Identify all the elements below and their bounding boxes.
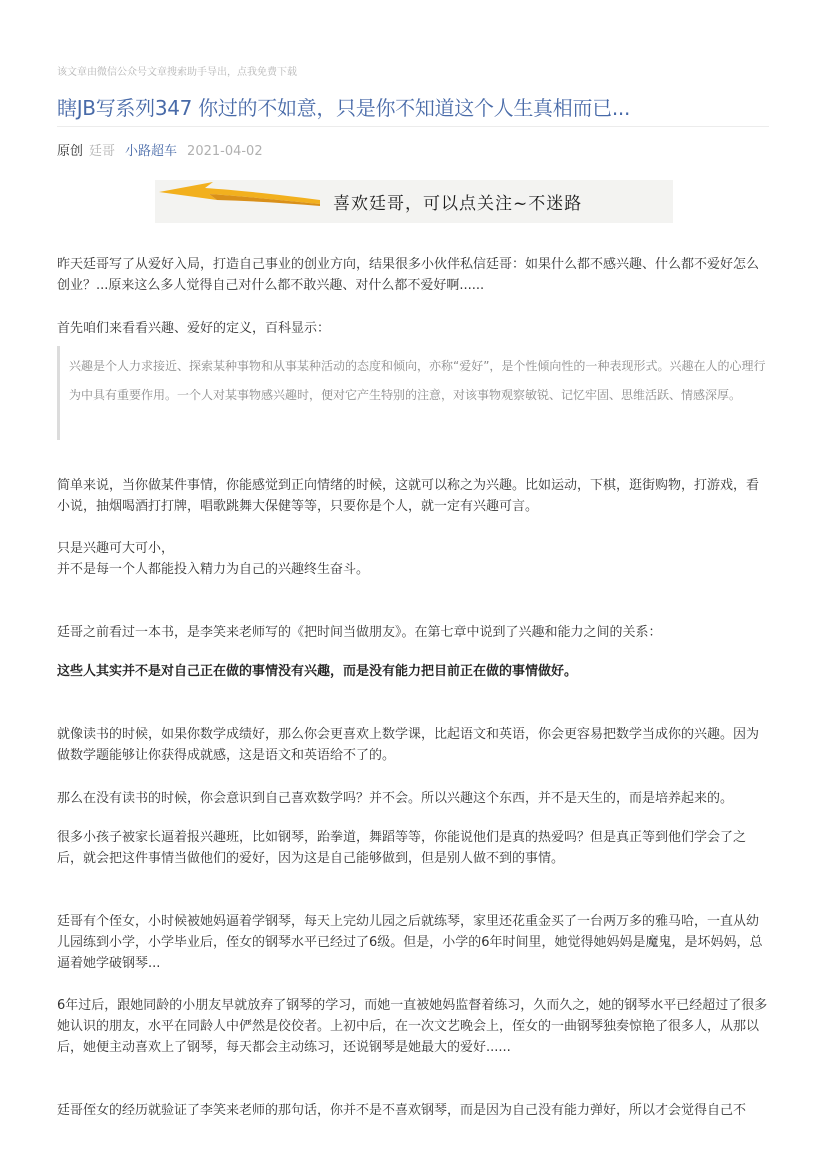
quote-text: 兴趣是个人力求接近、探索某种事物和从事某种活动的态度和倾向，亦称“爱好”，是个性倾向性的一种表现形式。兴趣在人的心理行为中具有重要作用。一个人对某事物感兴趣时，便对它产生特别的注意，对该事物观察敏锐、记忆牢固、思维活跃、情感深厚。 bbox=[69, 359, 766, 402]
banner-text: 喜欢廷哥，可以点关注~不迷路 bbox=[333, 194, 583, 214]
bold-paragraph: 这些人其实并不是对自己正在做的事情没有兴趣，而是没有能力把目前正在做的事情做好。 bbox=[57, 664, 578, 679]
publish-date: 2021-04-02 bbox=[187, 144, 263, 159]
follow-banner bbox=[155, 180, 673, 223]
article-title: 瞎JB写系列347 你过的不如意，只是你不知道这个人生真相而已... bbox=[57, 96, 631, 120]
account-link[interactable]: 小路超车 bbox=[125, 144, 178, 159]
paragraph: 简单来说，当你做某件事情，你能感觉到正向情绪的时候，这就可以称之为兴趣。比如运动，下棋，逛街购物，打游戏，看小说，抽烟喝酒打打牌，唱歌跳舞大保健等等，只要你是个人，就一定有兴趣可言。 bbox=[57, 478, 760, 514]
paragraph: 首先咱们来看看兴趣、爱好的定义，百科显示： bbox=[57, 321, 331, 336]
paragraph: 就像读书的时候，如果你数学成绩好，那么你会更喜欢上数学课，比起语文和英语，你会更容易把数学当成你的兴趣。因为做数学题能够让你获得成就感，这是语文和英语给不了的。 bbox=[57, 727, 760, 763]
paragraph: 那么在没有读书的时候，你会意识到自己喜欢数学吗？并不会。所以兴趣这个东西，并不是天生的，而是培养起来的。 bbox=[57, 791, 734, 806]
paragraph: 昨天廷哥写了从爱好入局，打造自己事业的创业方向，结果很多小伙伴私信廷哥：如果什么都不感兴趣、什么都不爱好怎么创业？...原来这么多人觉得自己对什么都不敢兴趣、对什么都不爱好啊...... bbox=[57, 257, 760, 293]
author-name: 廷哥 bbox=[89, 144, 116, 159]
article-meta bbox=[57, 140, 263, 159]
paragraph: 廷哥有个侄女，小时候被她妈逼着学钢琴，每天上完幼儿园之后就练琴，家里还花重金买了一台两万多的雅马哈，一直从幼儿园练到小学，小学毕业后，侄女的钢琴水平已经过了6级。但是，小学的6年时间里，她觉得她妈妈是魔鬼，是坏妈妈，总逼着她学破钢琴... bbox=[57, 914, 763, 971]
export-notice-link[interactable]: 该文章由微信公众号文章搜索助手导出，点我免费下载 bbox=[57, 67, 297, 78]
original-tag: 原创 bbox=[57, 144, 84, 159]
paragraph: 很多小孩子被家长逼着报兴趣班，比如钢琴，跆拳道，舞蹈等等，你能说他们是真的热爱吗？但是真正等到他们学会了之后，就会把这件事情当做他们的爱好，因为这是自己能够做到，但是别人做不到的事情。 bbox=[57, 830, 747, 866]
paragraph: 只是兴趣可大可小， bbox=[57, 541, 175, 556]
title-divider bbox=[57, 126, 769, 127]
paragraph: 廷哥侄女的经历就验证了李笑来老师的那句话，你并不是不喜欢钢琴，而是因为自己没有能力弹好，所以才会觉得自己不 bbox=[57, 1103, 747, 1118]
paragraph: 6年过后，跟她同龄的小朋友早就放弃了钢琴的学习，而她一直被她妈监督着练习，久而久之，她的钢琴水平已经超过了很多她认识的朋友，水平在同龄人中俨然是佼佼者。上初中后，在一次文艺晚会上，侄女的一曲钢琴独奏惊艳了很多人，从那以后，她便主动喜欢上了钢琴，每天都会主动练习，还说钢琴是她最大的爱好...... bbox=[57, 998, 768, 1055]
blockquote bbox=[57, 346, 769, 440]
paragraph: 并不是每一个人都能投入精力为自己的兴趣终生奋斗。 bbox=[57, 562, 370, 577]
arrow-icon bbox=[155, 180, 355, 223]
paragraph: 廷哥之前看过一本书，是李笑来老师写的《把时间当做朋友》。在第七章中说到了兴趣和能力之间的关系： bbox=[57, 625, 662, 640]
